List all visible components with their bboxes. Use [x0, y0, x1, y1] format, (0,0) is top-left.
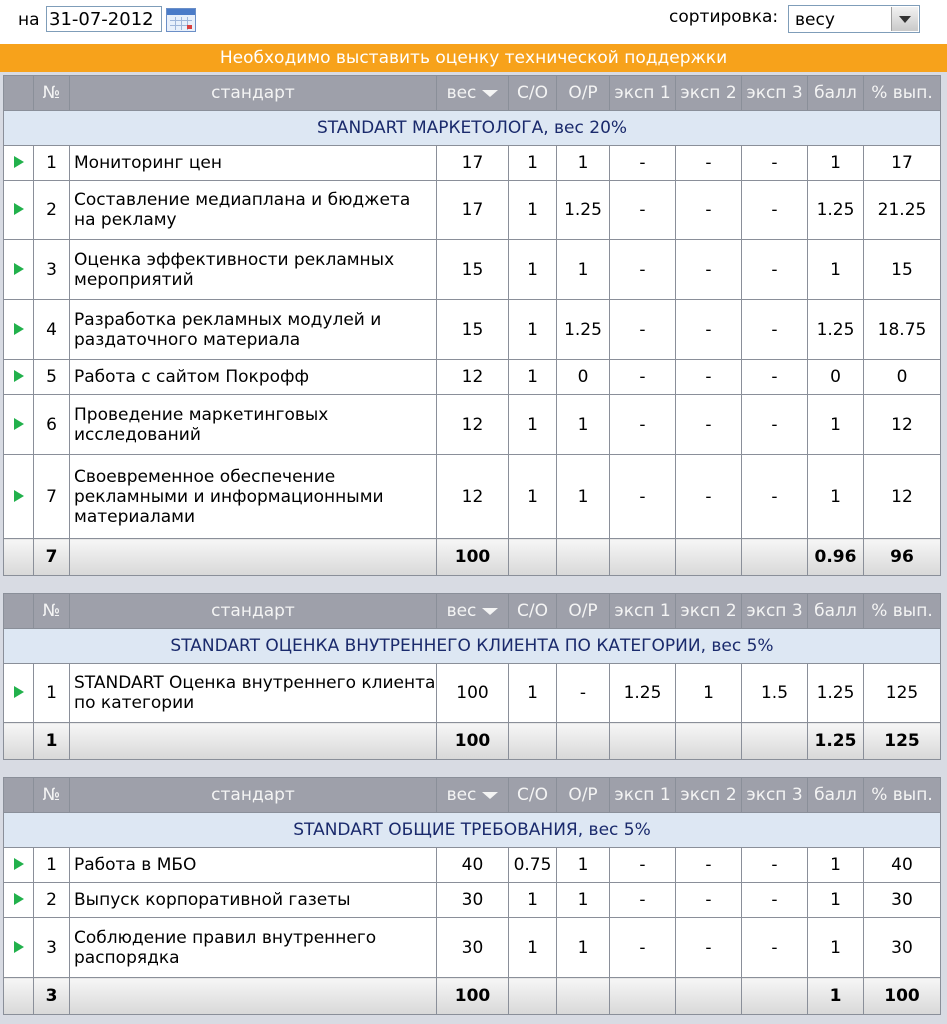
header-exp2: эксп 2	[676, 76, 742, 111]
table-row[interactable]	[4, 883, 941, 918]
total-blank	[676, 539, 742, 576]
cell-so: 1	[509, 395, 557, 455]
table-row[interactable]	[4, 918, 941, 978]
total-score: 0.96	[808, 539, 864, 576]
cell-or: 1	[557, 240, 610, 300]
cell-standard[interactable]: Работа с сайтом Покрофф	[70, 360, 437, 395]
table-row[interactable]	[4, 455, 941, 539]
cell-num: 7	[34, 455, 70, 539]
cell-or: 1.25	[557, 181, 610, 240]
table-row[interactable]	[4, 848, 941, 883]
cell-pct: 0	[864, 360, 941, 395]
expand-arrow-icon[interactable]	[4, 146, 34, 181]
total-pct: 100	[864, 978, 941, 1015]
expand-arrow-icon[interactable]	[4, 664, 34, 723]
total-score: 1	[808, 978, 864, 1015]
header-or: О/Р	[557, 76, 610, 111]
cell-so: 1	[509, 181, 557, 240]
cell-num: 1	[34, 664, 70, 723]
total-blank	[4, 539, 34, 576]
cell-score: 0	[808, 360, 864, 395]
cell-exp3: -	[742, 240, 808, 300]
cell-score: 1	[808, 848, 864, 883]
cell-exp3: -	[742, 918, 808, 978]
cell-so: 1	[509, 300, 557, 360]
cell-weight: 30	[437, 918, 509, 978]
header-standard: стандарт	[70, 594, 437, 629]
header-num: №	[34, 778, 70, 813]
sort-selected-value: весу	[795, 10, 835, 30]
cell-exp1: -	[610, 918, 676, 978]
section-title: STANDART МАРКЕТОЛОГА, вес 20%	[4, 111, 941, 146]
total-blank	[509, 978, 557, 1015]
standard-table-1	[3, 75, 941, 576]
header-num: №	[34, 594, 70, 629]
total-blank	[610, 539, 676, 576]
total-row	[4, 978, 941, 1015]
total-blank	[742, 978, 808, 1015]
section-title-row	[4, 111, 941, 146]
total-blank	[742, 539, 808, 576]
cell-pct: 15	[864, 240, 941, 300]
expand-arrow-icon[interactable]	[4, 883, 34, 918]
total-pct: 125	[864, 723, 941, 760]
total-count: 1	[34, 723, 70, 760]
cell-exp2: -	[676, 918, 742, 978]
total-blank	[509, 723, 557, 760]
cell-or: 0	[557, 360, 610, 395]
total-blank	[610, 723, 676, 760]
cell-so: 0.75	[509, 848, 557, 883]
total-blank	[70, 723, 437, 760]
cell-or: 1	[557, 455, 610, 539]
cell-exp3: -	[742, 360, 808, 395]
cell-score: 1	[808, 455, 864, 539]
cell-exp3: -	[742, 848, 808, 883]
cell-num: 2	[34, 883, 70, 918]
table-row[interactable]	[4, 300, 941, 360]
cell-exp1: -	[610, 181, 676, 240]
cell-score: 1	[808, 883, 864, 918]
header-weight-label: вес	[446, 83, 477, 103]
cell-exp1: -	[610, 883, 676, 918]
cell-weight: 15	[437, 240, 509, 300]
tech-support-alert[interactable]: Необходимо выставить оценку технической поддержки	[0, 44, 947, 72]
cell-num: 3	[34, 918, 70, 978]
total-weight: 100	[437, 539, 509, 576]
header-exp1: эксп 1	[610, 76, 676, 111]
cell-standard[interactable]: Своевременное обеспечение рекламными и информационными материалами	[70, 455, 437, 539]
cell-pct: 12	[864, 395, 941, 455]
section-title-row	[4, 813, 941, 848]
cell-exp2: -	[676, 181, 742, 240]
total-score: 1.25	[808, 723, 864, 760]
header-weight-label: вес	[446, 785, 477, 805]
cell-exp1: -	[610, 300, 676, 360]
total-blank	[557, 539, 610, 576]
cell-exp2: -	[676, 848, 742, 883]
cell-so: 1	[509, 455, 557, 539]
cell-exp2: -	[676, 240, 742, 300]
cell-weight: 12	[437, 455, 509, 539]
cell-standard[interactable]: Разработка рекламных модулей и раздаточного материала	[70, 300, 437, 360]
sort-label: сортировка:	[669, 7, 779, 27]
table-row[interactable]	[4, 360, 941, 395]
cell-so: 1	[509, 664, 557, 723]
total-blank	[610, 978, 676, 1015]
cell-weight: 12	[437, 395, 509, 455]
table-row[interactable]	[4, 664, 941, 723]
cell-exp2: -	[676, 360, 742, 395]
cell-exp1: -	[610, 360, 676, 395]
section-title: STANDART ОБЩИЕ ТРЕБОВАНИЯ, вес 5%	[4, 813, 941, 848]
cell-or: 1	[557, 146, 610, 181]
header-score: балл	[808, 778, 864, 813]
cell-so: 1	[509, 146, 557, 181]
table-row[interactable]	[4, 395, 941, 455]
cell-exp1: -	[610, 395, 676, 455]
table-header	[4, 76, 941, 111]
cell-pct: 12	[864, 455, 941, 539]
cell-exp3: -	[742, 883, 808, 918]
cell-weight: 100	[437, 664, 509, 723]
total-blank	[70, 539, 437, 576]
expand-arrow-icon[interactable]	[4, 360, 34, 395]
cell-weight: 30	[437, 883, 509, 918]
cell-num: 1	[34, 146, 70, 181]
table-header	[4, 594, 941, 629]
total-blank	[557, 978, 610, 1015]
header-standard: стандарт	[70, 76, 437, 111]
header-so: С/О	[509, 594, 557, 629]
header-pct: % вып.	[864, 594, 941, 629]
header-standard: стандарт	[70, 778, 437, 813]
sort-select[interactable]	[788, 5, 920, 33]
cell-exp1: -	[610, 240, 676, 300]
cell-standard[interactable]: Оценка эффективности рекламных мероприятий	[70, 240, 437, 300]
header-so: С/О	[509, 778, 557, 813]
header-weight[interactable]	[437, 778, 509, 813]
cell-exp3: -	[742, 455, 808, 539]
cell-standard[interactable]: Соблюдение правил внутреннего распорядка	[70, 918, 437, 978]
sort-desc-icon	[482, 608, 498, 615]
cell-exp3: -	[742, 146, 808, 181]
cell-exp1: -	[610, 848, 676, 883]
header-pct: % вып.	[864, 76, 941, 111]
total-blank	[676, 723, 742, 760]
header-exp3: эксп 3	[742, 778, 808, 813]
header-so: С/О	[509, 76, 557, 111]
total-blank	[4, 723, 34, 760]
cell-score: 1.25	[808, 181, 864, 240]
header-score: балл	[808, 594, 864, 629]
table-row[interactable]	[4, 181, 941, 240]
total-blank	[676, 978, 742, 1015]
dropdown-button[interactable]	[891, 7, 918, 31]
header-pct: % вып.	[864, 778, 941, 813]
table-row[interactable]	[4, 146, 941, 181]
total-pct: 96	[864, 539, 941, 576]
cell-num: 6	[34, 395, 70, 455]
cell-weight: 17	[437, 146, 509, 181]
sort-desc-icon	[482, 90, 498, 97]
total-blank	[557, 723, 610, 760]
header-blank	[4, 76, 34, 111]
cell-or: 1	[557, 395, 610, 455]
cell-exp2: -	[676, 395, 742, 455]
cell-exp2: -	[676, 883, 742, 918]
cell-exp2: -	[676, 455, 742, 539]
header-exp1: эксп 1	[610, 778, 676, 813]
total-blank	[70, 978, 437, 1015]
cell-exp1: 1.25	[610, 664, 676, 723]
header-score: балл	[808, 76, 864, 111]
chevron-down-icon	[899, 16, 911, 23]
cell-pct: 17	[864, 146, 941, 181]
cell-weight: 17	[437, 181, 509, 240]
header-exp2: эксп 2	[676, 778, 742, 813]
cell-pct: 18.75	[864, 300, 941, 360]
cell-num: 5	[34, 360, 70, 395]
expand-arrow-icon[interactable]	[4, 300, 34, 360]
total-blank	[742, 723, 808, 760]
expand-arrow-icon[interactable]	[4, 395, 34, 455]
date-input[interactable]	[46, 6, 162, 32]
cell-score: 1	[808, 395, 864, 455]
cell-so: 1	[509, 883, 557, 918]
cell-weight: 15	[437, 300, 509, 360]
expand-arrow-icon[interactable]	[4, 918, 34, 978]
date-prefix-label: на	[18, 10, 40, 30]
cell-exp3: -	[742, 395, 808, 455]
total-row	[4, 723, 941, 760]
expand-arrow-icon[interactable]	[4, 181, 34, 240]
total-count: 3	[34, 978, 70, 1015]
cell-standard[interactable]: Выпуск корпоративной газеты	[70, 883, 437, 918]
cell-exp1: -	[610, 146, 676, 181]
header-weight-label: вес	[446, 601, 477, 621]
header-or: О/Р	[557, 778, 610, 813]
cell-score: 1	[808, 146, 864, 181]
expand-arrow-icon[interactable]	[4, 848, 34, 883]
cell-score: 1	[808, 240, 864, 300]
header-exp3: эксп 3	[742, 594, 808, 629]
total-row	[4, 539, 941, 576]
total-blank	[509, 539, 557, 576]
section-title: STANDART ОЦЕНКА ВНУТРЕННЕГО КЛИЕНТА ПО КАТЕГОРИИ, вес 5%	[4, 629, 941, 664]
cell-exp3: -	[742, 181, 808, 240]
cell-score: 1	[808, 918, 864, 978]
cell-standard[interactable]: Составление медиаплана и бюджета на рекламу	[70, 181, 437, 240]
header-blank	[4, 778, 34, 813]
cell-standard[interactable]: Мониторинг цен	[70, 146, 437, 181]
cell-num: 2	[34, 181, 70, 240]
header-weight[interactable]	[437, 76, 509, 111]
header-blank	[4, 594, 34, 629]
cell-num: 1	[34, 848, 70, 883]
cell-score: 1.25	[808, 300, 864, 360]
cell-exp1: -	[610, 455, 676, 539]
cell-score: 1.25	[808, 664, 864, 723]
standard-table-2	[3, 593, 941, 760]
standard-table-3	[3, 777, 941, 1015]
cell-or: 1	[557, 883, 610, 918]
cell-pct: 125	[864, 664, 941, 723]
total-weight: 100	[437, 978, 509, 1015]
cell-or: 1.25	[557, 300, 610, 360]
cell-num: 3	[34, 240, 70, 300]
cell-standard[interactable]: Проведение маркетинговых исследований	[70, 395, 437, 455]
section-title-row	[4, 629, 941, 664]
sort-desc-icon	[482, 792, 498, 799]
expand-arrow-icon[interactable]	[4, 240, 34, 300]
cell-exp2: 1	[676, 664, 742, 723]
cell-weight: 40	[437, 848, 509, 883]
cell-pct: 30	[864, 918, 941, 978]
cell-weight: 12	[437, 360, 509, 395]
cell-exp3: 1.5	[742, 664, 808, 723]
header-exp3: эксп 3	[742, 76, 808, 111]
header-exp1: эксп 1	[610, 594, 676, 629]
cell-exp3: -	[742, 300, 808, 360]
header-exp2: эксп 2	[676, 594, 742, 629]
cell-pct: 40	[864, 848, 941, 883]
expand-arrow-icon[interactable]	[4, 455, 34, 539]
total-count: 7	[34, 539, 70, 576]
cell-pct: 30	[864, 883, 941, 918]
header-weight[interactable]	[437, 594, 509, 629]
cell-standard[interactable]: Работа в МБО	[70, 848, 437, 883]
cell-so: 1	[509, 360, 557, 395]
calendar-icon[interactable]	[166, 8, 196, 32]
cell-exp2: -	[676, 146, 742, 181]
cell-so: 1	[509, 918, 557, 978]
header-or: О/Р	[557, 594, 610, 629]
total-blank	[4, 978, 34, 1015]
header-num: №	[34, 76, 70, 111]
table-row[interactable]	[4, 240, 941, 300]
cell-exp2: -	[676, 300, 742, 360]
cell-or: -	[557, 664, 610, 723]
cell-or: 1	[557, 848, 610, 883]
cell-or: 1	[557, 918, 610, 978]
cell-num: 4	[34, 300, 70, 360]
table-header	[4, 778, 941, 813]
cell-so: 1	[509, 240, 557, 300]
cell-pct: 21.25	[864, 181, 941, 240]
cell-standard[interactable]: STANDART Оценка внутреннего клиента по категории	[70, 664, 437, 723]
filter-bar	[0, 0, 947, 44]
total-weight: 100	[437, 723, 509, 760]
